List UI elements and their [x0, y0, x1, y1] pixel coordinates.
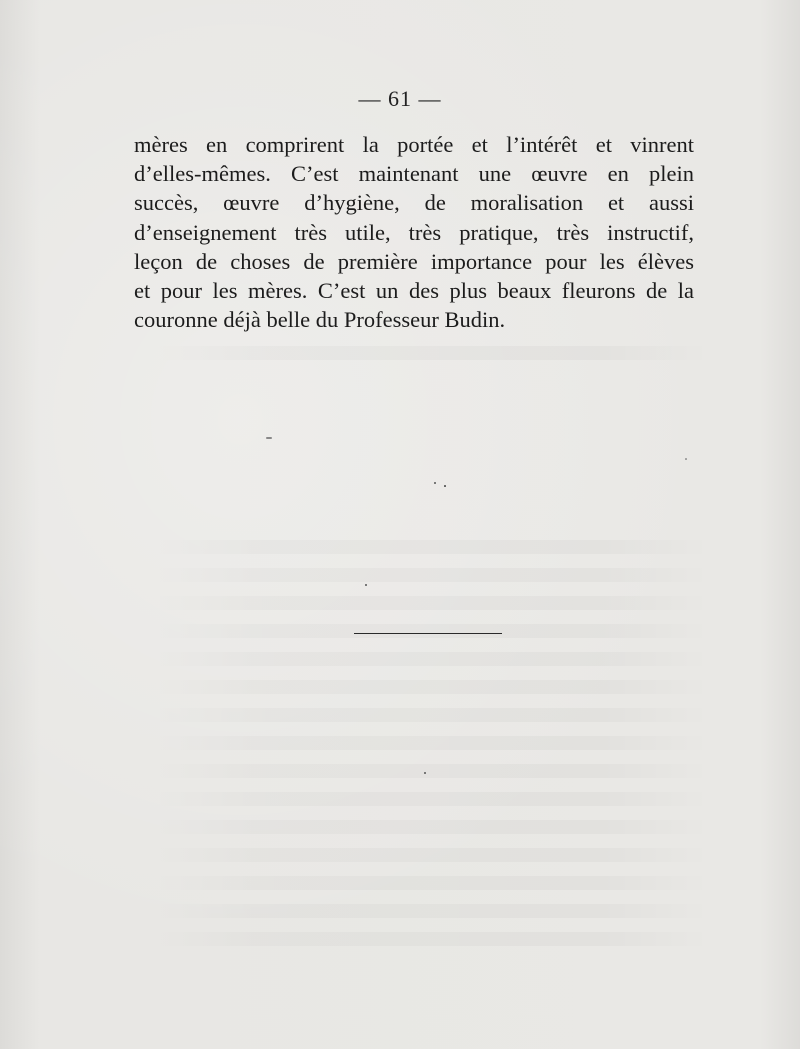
text-line: et pour les mères. C’est un des plus beaux fleurons de la	[134, 278, 694, 304]
show-through-shadow	[150, 540, 710, 554]
show-through-shadow	[150, 848, 710, 862]
show-through-shadow	[150, 764, 710, 778]
scan-speck	[434, 482, 436, 484]
scan-speck	[685, 458, 687, 460]
scan-speck	[365, 584, 367, 586]
show-through-shadow	[150, 596, 710, 610]
scan-speck	[444, 485, 446, 487]
show-through-shadow	[150, 568, 710, 582]
page-number: — 61 —	[358, 86, 442, 111]
scan-speck	[266, 437, 272, 439]
text-line: leçon de choses de première importance pour les élèves	[134, 248, 694, 274]
show-through-shadow	[150, 820, 710, 834]
text-line: d’elles-mêmes. C’est maintenant une œuvre en plein	[134, 161, 694, 187]
show-through-shadow	[150, 708, 710, 722]
show-through-shadow	[150, 624, 710, 638]
show-through-shadow	[150, 680, 710, 694]
show-through-shadow	[150, 652, 710, 666]
section-divider	[354, 633, 502, 634]
show-through-shadow	[150, 876, 710, 890]
text-line: succès, œuvre d’hygiène, de moralisation et aussi	[134, 190, 694, 216]
show-through-shadow	[150, 904, 710, 918]
show-through-shadow	[150, 932, 710, 946]
body-paragraph	[134, 130, 694, 334]
text-line: couronne déjà belle du Professeur Budin.	[134, 307, 506, 333]
text-line: mères en comprirent la portée et l’intérêt et vinrent	[134, 132, 694, 157]
show-through-shadow	[150, 736, 710, 750]
show-through-shadow	[150, 792, 710, 806]
show-through-shadow	[150, 346, 710, 360]
scan-speck	[424, 772, 426, 774]
text-line: d’enseignement très utile, très pratique, très instructif,	[134, 219, 694, 245]
